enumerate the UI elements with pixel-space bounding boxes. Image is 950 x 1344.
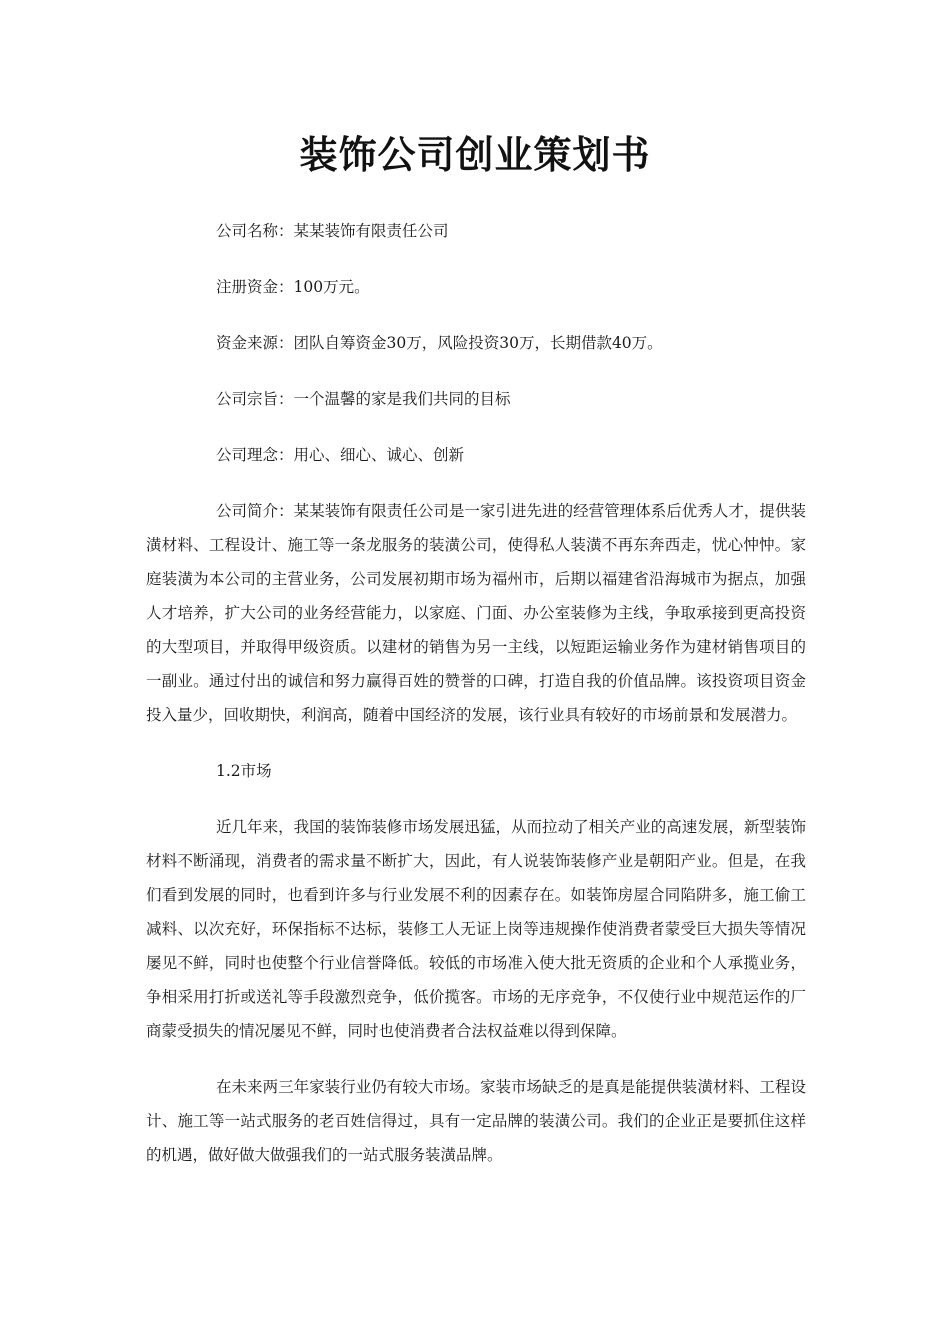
market-paragraph: 近几年来，我国的装饰装修市场发展迅猛，从而拉动了相关产业的高速发展，新型装饰材料不断涌现，消费者的需求量不断扩大，因此，有人说装饰装修产业是朝阳产业。但是，在我们看到发展的同时，也看到许多与行业发展不利的因素存在。如装饰房屋合同陷阱多，施工偷工减料、以次充好，环保指标不达标，装修工人无证上岗等违规操作使消费者蒙受巨大损失等情况屡见不鲜，同时也使整个行业信誉降低。较低的市场准入使大批无资质的企业和个人承揽业务，争相采用打折或送礼等手段激烈竞争，低价揽客。市场的无序竞争，不仅使行业中规范运作的厂商蒙受损失的情况屡见不鲜，同时也使消费者合法权益难以得到保障。	[146, 818, 806, 1040]
document-title: 装饰公司创业策划书	[299, 133, 651, 177]
registered-capital-line: 注册资金：100万元。	[216, 278, 370, 296]
company-purpose-line: 公司宗旨：一个温馨的家是我们共同的目标	[216, 390, 511, 408]
document-body	[146, 214, 806, 1194]
company-intro-paragraph: 公司简介：某某装饰有限责任公司是一家引进先进的经营管理体系后优秀人才，提供装潢材料、工程设计、施工等一条龙服务的装潢公司，使得私人装潢不再东奔西走，忧心忡忡。家庭装潢为本公司的主营业务，公司发展初期市场为福州市，后期以福建省沿海城市为据点，加强人才培养，扩大公司的业务经营能力，以家庭、门面、办公室装修为主线，争取承接到更高投资的大型项目，并取得甲级资质。以建材的销售为另一主线，以短距运输业务作为建材销售项目的一副业。通过付出的诚信和努力赢得百姓的赞誉的口碑，打造自我的价值品牌。该投资项目资金投入量少，回收期快，利润高，随着中国经济的发展，该行业具有较好的市场前景和发展潜力。	[146, 502, 806, 724]
company-philosophy-line: 公司理念：用心、细心、诚心、创新	[216, 446, 465, 464]
funding-source-line: 资金来源：团队自筹资金30万，风险投资30万，长期借款40万。	[216, 334, 663, 352]
section-heading-market: 1.2市场	[216, 762, 272, 780]
market-paragraph: 在未来两三年家装行业仍有较大市场。家装市场缺乏的是真是能提供装潢材料、工程设计、施工等一站式服务的老百姓信得过，具有一定品牌的装潢公司。我们的企业正是要抓住这样的机遇，做好做大做强我们的一站式服务装潢品牌。	[146, 1078, 806, 1164]
company-name-line: 公司名称：某某装饰有限责任公司	[216, 222, 449, 240]
